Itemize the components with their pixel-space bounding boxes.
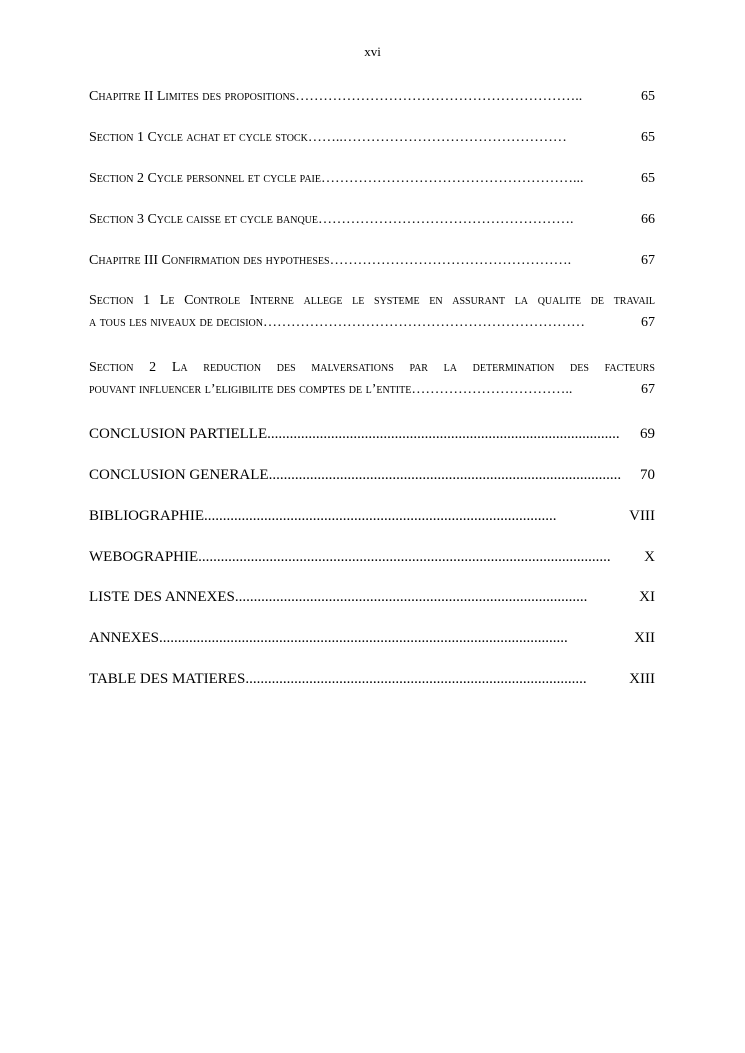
toc-entry [89, 630, 655, 647]
toc-leader-dots: ............................................................................................................. [159, 630, 568, 646]
toc-entry-page: 65 [641, 171, 655, 186]
toc-entry [89, 89, 655, 105]
toc-leader-dots: …………………………………………………….. [295, 89, 583, 104]
toc-leader-dots: ……………………………………………. [329, 253, 572, 268]
toc-entry-page: 67 [641, 253, 655, 268]
toc-entry-page: 65 [641, 89, 655, 104]
toc-entry-page: 67 [641, 315, 655, 330]
toc-entry-title: a tous les niveaux de decision [89, 315, 263, 330]
toc-entry [89, 671, 655, 688]
toc-entry-page: XI [639, 589, 655, 605]
toc-entry [89, 467, 655, 484]
toc-entry-title: Section 1 Cycle achat et cycle stock…….. [89, 130, 343, 145]
toc-entry-title: ANNEXES [89, 630, 159, 646]
toc-entry [89, 360, 655, 398]
toc-entry-title: pouvant influencer l’eligibilite des comptes de l’entite [89, 382, 412, 397]
toc-entry-title-line1: Section 1 Le Controle Interne allege le systeme en assurant la qualite de travail [89, 293, 655, 308]
toc-leader-dots: …………………………………………………………… [262, 315, 585, 330]
toc-entry-title: CONCLUSION PARTIELLE [89, 426, 268, 442]
toc-entry-title: Chapitre III Confirmation des hypotheses [89, 253, 330, 268]
toc-leader-dots: ………………………………………………. [318, 212, 574, 227]
toc-entry-title: WEBOGRAPHIE [89, 549, 199, 565]
toc-leader-dots: ………………………………………………... [320, 171, 584, 186]
toc-entry-title: Chapitre II Limites des propositions [89, 89, 296, 104]
toc-entry [89, 130, 655, 146]
toc-entry [89, 293, 655, 331]
toc-entry-page: 65 [641, 130, 655, 145]
toc-entry-page: VIII [629, 508, 655, 524]
page-number: xvi [364, 44, 381, 59]
toc-entry [89, 212, 655, 228]
toc-entry-title: CONCLUSION GENERALE [89, 467, 269, 483]
toc-entry [89, 171, 655, 187]
toc-entry-page: X [644, 549, 655, 565]
toc-entry-title: Section 2 Cycle personnel et cycle paie [89, 171, 321, 186]
toc-leader-dots: ………………………………………… [342, 130, 567, 145]
toc-entry-page: 66 [641, 212, 655, 227]
toc-leader-dots: .............................................................................................. [204, 508, 557, 524]
toc-entry-title: LISTE DES ANNEXES [89, 589, 235, 605]
toc-entry-title: BIBLIOGRAPHIE [89, 508, 204, 524]
toc-entry [89, 426, 655, 443]
toc-entry [89, 508, 655, 525]
toc-leader-dots: ........................................................................................... [245, 671, 587, 687]
toc-entry-title: Section 3 Cycle caisse et cycle banque [89, 212, 319, 227]
toc-entry-title-line1: Section 2 La reduction des malversations par la determination des facteurs [89, 360, 655, 375]
toc-leader-dots: .............................................................................................................. [198, 549, 611, 565]
toc-entry [89, 589, 655, 606]
toc-leader-dots: .............................................................................................. [268, 467, 622, 483]
toc-entry-page: XIII [629, 671, 655, 687]
toc-leader-dots: .............................................................................................. [267, 426, 620, 442]
toc-leader-dots: …………………………….. [411, 382, 573, 397]
toc-entry-page: 69 [640, 426, 655, 442]
toc-entry [89, 549, 655, 566]
toc-leader-dots: .............................................................................................. [234, 589, 588, 605]
toc-entry [89, 253, 655, 269]
toc-entry-page: XII [634, 630, 655, 646]
toc-entry-page: 70 [640, 467, 655, 483]
toc-entry-page: 67 [641, 382, 655, 397]
toc-entry-title: TABLE DES MATIERES [89, 671, 246, 687]
